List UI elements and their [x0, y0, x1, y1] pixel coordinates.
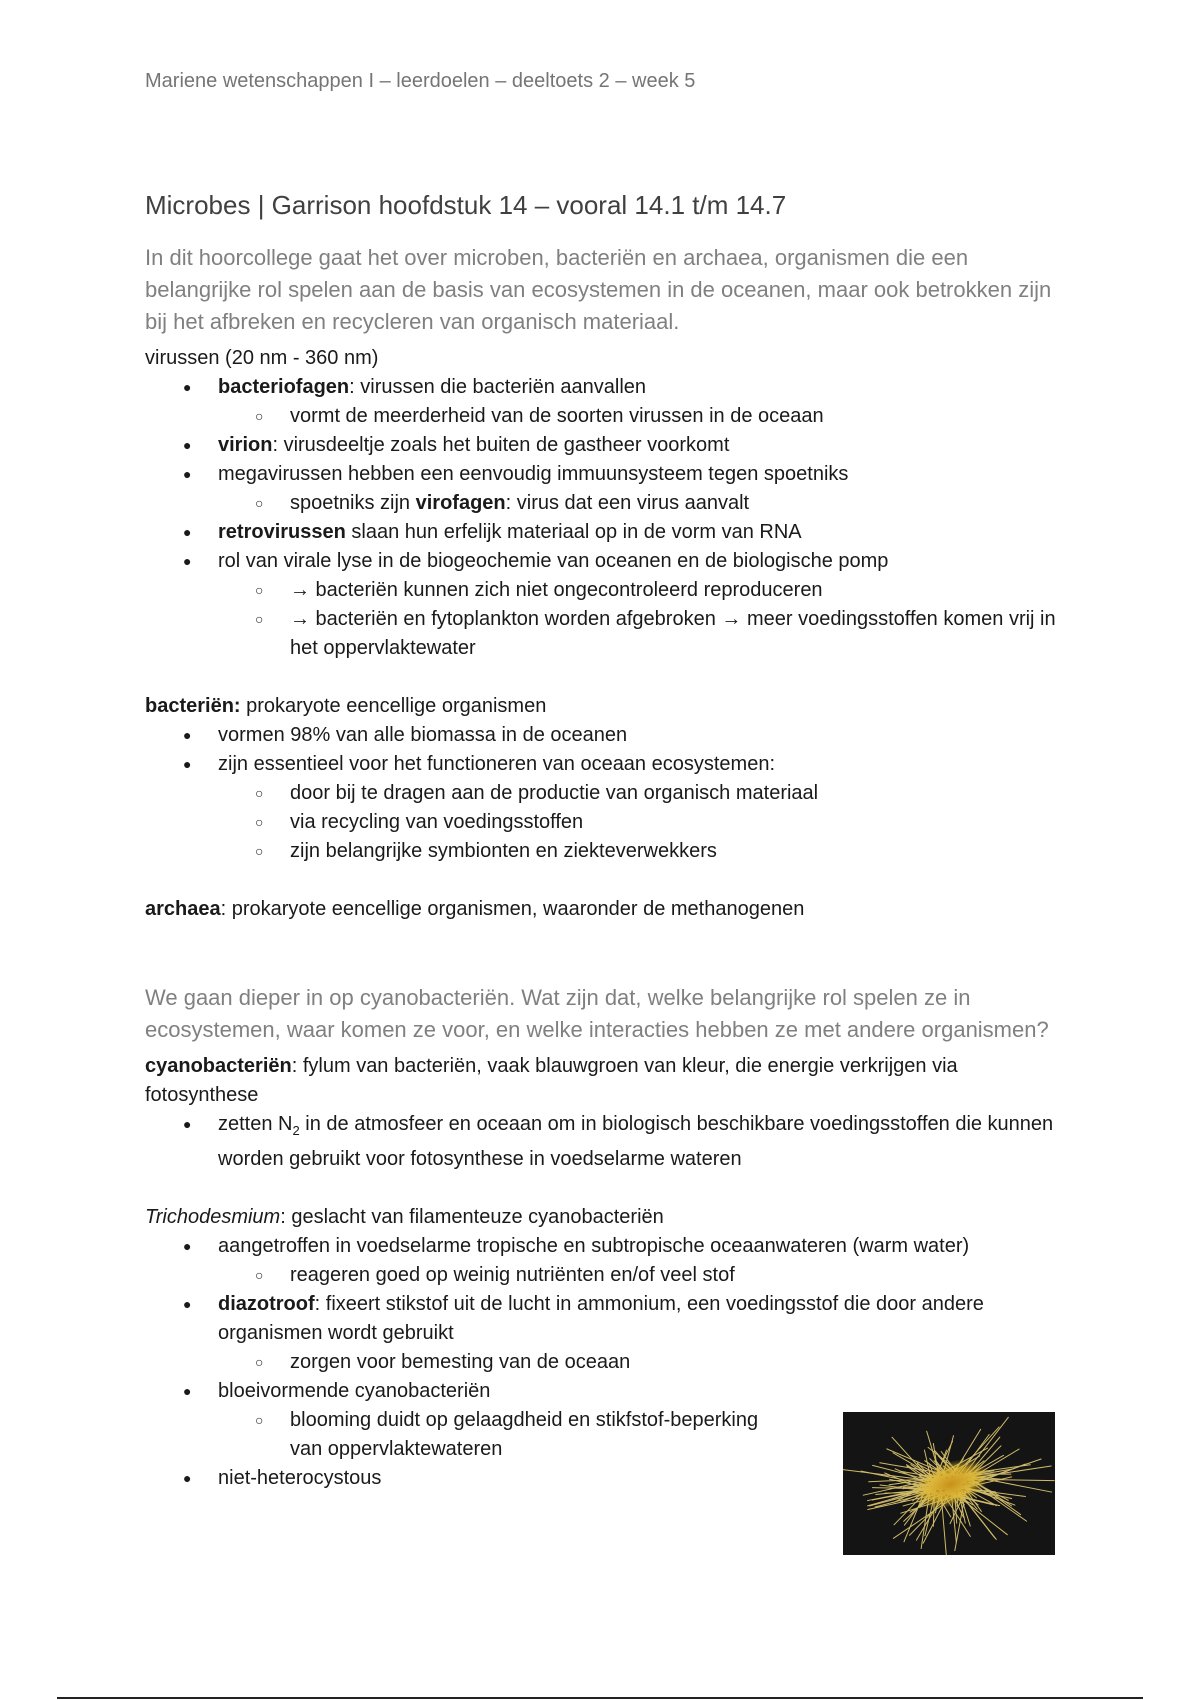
page-bottom-rule — [57, 1697, 1143, 1699]
list-item: ○ zijn belangrijke symbionten en ziekteverwekkers — [218, 837, 1065, 866]
list-item: ● rol van virale lyse in de biogeochemie van oceanen en de biologische pomp ○ → bacteriën kunnen zich niet ongecontroleerd reproduceren ○ → bacteriën en fytoplankton worden afgebroken → meer voedingsstoffen komen vrij in het oppervlaktewater — [145, 547, 1065, 663]
section-title: Microbes | Garrison hoofdstuk 14 – vooral 14.1 t/m 14.7 — [145, 190, 787, 220]
document-header: Mariene wetenschappen I – leerdoelen – deeltoets 2 – week 5 — [145, 70, 696, 92]
list-item: ○ blooming duidt op gelaagdheid en stikfstof-beperking van oppervlaktewateren — [218, 1406, 760, 1464]
list-item: ○ → bacteriën en fytoplankton worden afgebroken → meer voedingsstoffen komen vrij in het oppervlaktewater — [218, 605, 1065, 663]
list-item: ● bacteriofagen: virussen die bacteriën aanvallen ○ vormt de meerderheid van de soorten virussen in de oceaan — [145, 373, 1065, 431]
list-item: ○ reageren goed op weinig nutriënten en/of veel stof — [218, 1261, 1065, 1290]
term-bacteriofagen: bacteriofagen — [218, 376, 350, 398]
list-item: ● zetten $N_2$ in de atmosfeer en oceaan om in biologisch beschikbare voedingsstoffen die kunnen worden gebruikt voor fotosynthese in voedselarme wateren — [145, 1110, 1065, 1174]
list-item: ○ spoetniks zijn virofagen: virus dat een virus aanvalt — [218, 489, 1065, 518]
list-item: ○ door bij te dragen aan de productie van organisch materiaal — [218, 779, 1065, 808]
list-item: ● bloeivormende cyanobacteriën ○ blooming duidt op gelaagdheid en stikfstof-beperking van oppervlaktewateren — [145, 1377, 1065, 1464]
term-retrovirussen: retrovirussen — [218, 521, 346, 543]
list-item: ● aangetroffen in voedselarme tropische en subtropische oceaanwateren (warm water) ○ reageren goed op weinig nutriënten en/of veel stof — [145, 1232, 1065, 1290]
bacteria-definition: bacteriën: prokaryote eencellige organismen — [145, 695, 547, 717]
viruses-list — [145, 373, 1065, 663]
viruses-heading: virussen (20 nm - 360 nm) — [145, 347, 379, 369]
intro-paragraph-microbes: In dit hoorcollege gaat het over microben, bacteriën en archaea, organismen die een belangrijke rol spelen aan de basis van ecosystemen in de oceanen, maar ook betrokken zijn bij het afbreken en recycleren van organisch materiaal. — [145, 245, 1052, 334]
term-trichodesmium: Trichodesmium — [145, 1206, 281, 1228]
trichodesmium-definition: Trichodesmium: geslacht van filamenteuze cyanobacteriën — [145, 1206, 664, 1228]
list-item: ○ → bacteriën kunnen zich niet ongecontroleerd reproduceren — [218, 576, 1065, 605]
term-virion: virion — [218, 434, 273, 456]
list-item: ● diazotroof: fixeert stikstof uit de lucht in ammonium, een voedingsstof die door andere organismen wordt gebruikt ○ zorgen voor bemesting van de oceaan — [145, 1290, 1065, 1377]
list-item: ● niet-heterocystous — [145, 1464, 1065, 1493]
list-item: ● virion: virusdeeltje zoals het buiten de gastheer voorkomt — [145, 431, 1065, 460]
archaea-definition: archaea: prokaryote eencellige organismen, waaronder de methanogenen — [145, 898, 805, 920]
term-diazotroof: diazotroof — [218, 1293, 315, 1315]
term-archaea: archaea — [145, 898, 221, 920]
bacteria-list — [145, 721, 1065, 866]
list-item: ● retrovirussen slaan hun erfelijk materiaal op in de vorm van RNA — [145, 518, 1065, 547]
list-item: ● zijn essentieel voor het functioneren van oceaan ecosystemen: ○ door bij te dragen aan de productie van organisch materiaal ○ via recycling van voedingsstoffen ○ zijn belangrijke symbionten en ziekteverwekkers — [145, 750, 1065, 866]
term-virofagen: virofagen — [415, 492, 506, 514]
list-item: ○ via recycling van voedingsstoffen — [218, 808, 1065, 837]
intro-paragraph-cyanobacteria: We gaan dieper in op cyanobacteriën. Wat zijn dat, welke belangrijke rol spelen ze in ecosystemen, waar komen ze voor, en welke interacties hebben ze met andere organismen? — [145, 985, 1049, 1042]
document-page — [145, 70, 1065, 1493]
list-item: ○ vormt de meerderheid van de soorten virussen in de oceaan — [218, 402, 1065, 431]
list-item: ○ zorgen voor bemesting van de oceaan — [218, 1348, 1065, 1377]
term-bacterien: bacteriën: — [145, 695, 241, 717]
term-cyanobacterien: cyanobacteriën — [145, 1055, 292, 1077]
list-item: ● megavirussen hebben een eenvoudig immuunsysteem tegen spoetniks ○ spoetniks zijn virofagen: virus dat een virus aanvalt — [145, 460, 1065, 518]
list-item: ● vormen 98% van alle biomassa in de oceanen — [145, 721, 1065, 750]
trichodesmium-photo — [843, 1412, 1055, 1555]
trichodesmium-colony-graphic — [843, 1412, 1055, 1555]
cyanobacteria-definition: cyanobacteriën: fylum van bacteriën, vaak blauwgroen van kleur, die energie verkrijgen via fotosynthese — [145, 1055, 958, 1106]
cyanobacteria-list — [145, 1110, 1065, 1174]
